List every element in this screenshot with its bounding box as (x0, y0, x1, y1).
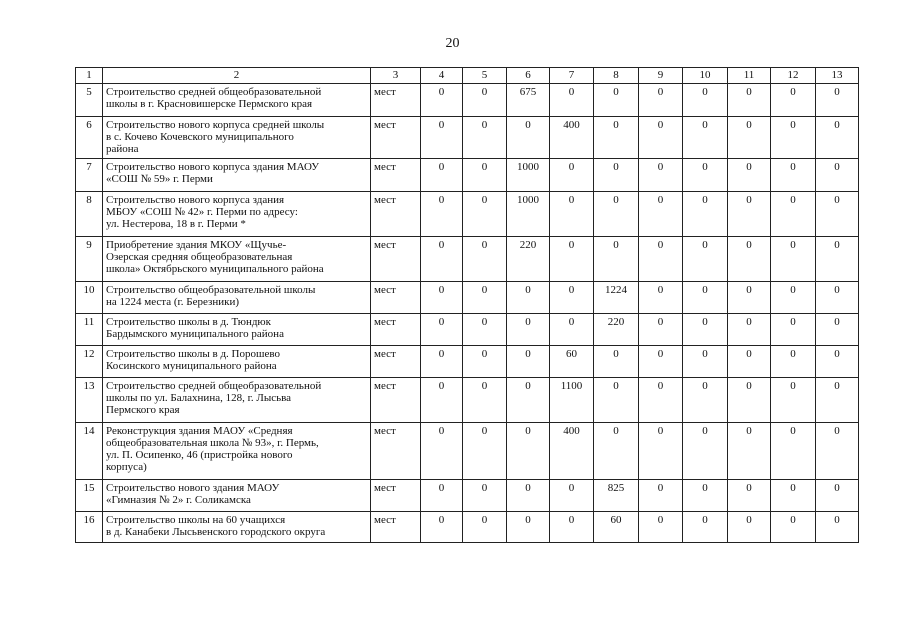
value-cell: 0 (550, 84, 594, 117)
value-cell: 0 (463, 314, 507, 346)
value-cell: 0 (507, 282, 550, 314)
value-cell: 0 (421, 346, 463, 378)
value-cell: 0 (594, 192, 639, 237)
value-cell: 0 (728, 512, 771, 543)
row-number: 9 (76, 237, 103, 282)
value-cell: 0 (463, 117, 507, 159)
project-name-line: школы в г. Красновишерске Пермского края (106, 98, 313, 110)
table-row (76, 480, 859, 512)
value-cell: 0 (594, 84, 639, 117)
value-cell: 0 (550, 512, 594, 543)
value-cell: 0 (771, 512, 816, 543)
value-cell: 1224 (594, 282, 639, 314)
value-cell: 0 (816, 423, 859, 480)
project-name-line: Строительство средней общеобразовательной (106, 86, 322, 98)
value-cell: 0 (463, 282, 507, 314)
table-row (76, 423, 859, 480)
table-header-row (76, 68, 859, 84)
value-cell: 0 (507, 117, 550, 159)
column-header: 4 (421, 68, 463, 84)
row-number: 10 (76, 282, 103, 314)
value-cell: 0 (771, 346, 816, 378)
value-cell: 0 (683, 346, 728, 378)
value-cell: 0 (639, 84, 683, 117)
value-cell: 220 (507, 237, 550, 282)
unit-cell: мест (371, 117, 421, 159)
column-header: 1 (76, 68, 103, 84)
value-cell: 675 (507, 84, 550, 117)
value-cell: 0 (728, 117, 771, 159)
value-cell: 0 (639, 378, 683, 423)
column-header: 7 (550, 68, 594, 84)
unit-cell: мест (371, 314, 421, 346)
project-name-cell (103, 512, 371, 543)
table-row (76, 282, 859, 314)
project-name-line: района (106, 143, 139, 155)
row-number: 16 (76, 512, 103, 543)
value-cell: 0 (816, 282, 859, 314)
value-cell: 0 (507, 423, 550, 480)
value-cell: 0 (550, 314, 594, 346)
value-cell: 0 (421, 378, 463, 423)
value-cell: 0 (771, 159, 816, 192)
value-cell: 0 (771, 480, 816, 512)
unit-cell: мест (371, 480, 421, 512)
project-name-line: МБОУ «СОШ № 42» г. Перми по адресу: (106, 206, 298, 218)
unit-cell: мест (371, 423, 421, 480)
value-cell: 1000 (507, 192, 550, 237)
value-cell: 0 (683, 192, 728, 237)
row-number: 14 (76, 423, 103, 480)
value-cell: 0 (771, 192, 816, 237)
value-cell: 0 (463, 192, 507, 237)
project-name-line: Строительство школы в д. Порошево (106, 348, 280, 360)
value-cell: 0 (683, 314, 728, 346)
unit-cell: мест (371, 512, 421, 543)
value-cell: 0 (683, 480, 728, 512)
value-cell: 0 (594, 346, 639, 378)
project-name-line: корпуса) (106, 461, 147, 473)
value-cell: 0 (771, 237, 816, 282)
project-name-line: Строительство общеобразовательной школы (106, 284, 316, 296)
project-name-line: на 1224 места (г. Березники) (106, 296, 240, 308)
unit-cell: мест (371, 159, 421, 192)
project-name-line: Строительство нового корпуса здания (106, 194, 285, 206)
value-cell: 0 (639, 159, 683, 192)
unit-cell: мест (371, 282, 421, 314)
value-cell: 0 (728, 314, 771, 346)
value-cell: 0 (816, 346, 859, 378)
value-cell: 0 (463, 237, 507, 282)
value-cell: 0 (421, 84, 463, 117)
value-cell: 0 (507, 480, 550, 512)
value-cell: 0 (816, 84, 859, 117)
project-name-cell (103, 314, 371, 346)
value-cell: 0 (728, 480, 771, 512)
value-cell: 0 (728, 346, 771, 378)
value-cell: 0 (683, 282, 728, 314)
column-header: 3 (371, 68, 421, 84)
value-cell: 60 (550, 346, 594, 378)
project-name-cell (103, 237, 371, 282)
value-cell: 0 (683, 84, 728, 117)
value-cell: 0 (550, 282, 594, 314)
value-cell: 0 (463, 512, 507, 543)
project-name-cell (103, 346, 371, 378)
value-cell: 0 (728, 237, 771, 282)
table-row (76, 314, 859, 346)
value-cell: 0 (463, 159, 507, 192)
project-name-line: Реконструкция здания МАОУ «Средняя (106, 425, 293, 437)
value-cell: 400 (550, 423, 594, 480)
value-cell: 0 (639, 512, 683, 543)
project-name-line: Приобретение здания МКОУ «Щучье- (106, 239, 287, 251)
value-cell: 0 (507, 378, 550, 423)
column-header: 2 (103, 68, 371, 84)
value-cell: 0 (639, 282, 683, 314)
value-cell: 0 (771, 117, 816, 159)
value-cell: 0 (421, 480, 463, 512)
value-cell: 0 (639, 117, 683, 159)
value-cell: 0 (550, 159, 594, 192)
row-number: 5 (76, 84, 103, 117)
value-cell: 1000 (507, 159, 550, 192)
value-cell: 0 (771, 423, 816, 480)
value-cell: 0 (463, 423, 507, 480)
value-cell: 0 (816, 117, 859, 159)
project-name-line: школа» Октябрьского муниципального района (106, 263, 324, 275)
value-cell: 0 (683, 159, 728, 192)
project-name-cell (103, 117, 371, 159)
row-number: 6 (76, 117, 103, 159)
table-row (76, 378, 859, 423)
unit-cell: мест (371, 237, 421, 282)
value-cell: 0 (728, 378, 771, 423)
value-cell: 0 (771, 314, 816, 346)
project-name-line: Строительство средней общеобразовательной (106, 380, 322, 392)
value-cell: 400 (550, 117, 594, 159)
column-header: 11 (728, 68, 771, 84)
row-number: 15 (76, 480, 103, 512)
project-name-line: ул. П. Осипенко, 46 (пристройка нового (106, 449, 293, 461)
value-cell: 0 (683, 237, 728, 282)
column-header: 6 (507, 68, 550, 84)
value-cell: 0 (639, 423, 683, 480)
column-header: 12 (771, 68, 816, 84)
project-name-line: Строительство нового здания МАОУ (106, 482, 280, 494)
value-cell: 0 (639, 480, 683, 512)
project-name-cell (103, 192, 371, 237)
project-name-line: Строительство школы в д. Тюндюк (106, 316, 271, 328)
project-name-cell (103, 84, 371, 117)
value-cell: 0 (683, 512, 728, 543)
value-cell: 0 (728, 282, 771, 314)
value-cell: 0 (771, 378, 816, 423)
column-header: 5 (463, 68, 507, 84)
table-row (76, 237, 859, 282)
value-cell: 825 (594, 480, 639, 512)
page-number: 20 (445, 36, 460, 51)
table-row (76, 84, 859, 117)
project-name-line: Косинского муниципального района (106, 360, 277, 372)
value-cell: 0 (421, 423, 463, 480)
value-cell: 0 (507, 512, 550, 543)
table-row (76, 117, 859, 159)
project-name-line: общеобразовательная школа № 93», г. Пермь, (106, 437, 319, 449)
project-name-line: в с. Кочево Кочевского муниципального (106, 131, 294, 143)
project-name-line: «Гимназия № 2» г. Соликамска (106, 494, 251, 506)
project-name-cell (103, 378, 371, 423)
table-row (76, 346, 859, 378)
project-name-cell (103, 423, 371, 480)
value-cell: 0 (594, 159, 639, 192)
value-cell: 0 (728, 159, 771, 192)
table-row (76, 192, 859, 237)
value-cell: 220 (594, 314, 639, 346)
unit-cell: мест (371, 84, 421, 117)
project-name-line: Бардымского муниципального района (106, 328, 284, 340)
value-cell: 0 (683, 117, 728, 159)
unit-cell: мест (371, 346, 421, 378)
value-cell: 0 (421, 159, 463, 192)
project-name-line: ул. Нестерова, 18 в г. Перми * (106, 218, 246, 230)
value-cell: 0 (421, 512, 463, 543)
value-cell: 0 (771, 282, 816, 314)
value-cell: 0 (771, 84, 816, 117)
project-name-cell (103, 159, 371, 192)
value-cell: 0 (816, 512, 859, 543)
value-cell: 0 (639, 237, 683, 282)
project-name-line: «СОШ № 59» г. Перми (106, 173, 213, 185)
column-header: 9 (639, 68, 683, 84)
value-cell: 0 (594, 117, 639, 159)
column-header: 8 (594, 68, 639, 84)
value-cell: 0 (550, 237, 594, 282)
value-cell: 0 (421, 237, 463, 282)
row-number: 7 (76, 159, 103, 192)
value-cell: 0 (421, 192, 463, 237)
row-number: 12 (76, 346, 103, 378)
project-name-line: Озерская средняя общеобразовательная (106, 251, 293, 263)
value-cell: 0 (639, 314, 683, 346)
project-name-line: в д. Канабеки Лысьвенского городского округа (106, 526, 326, 538)
value-cell: 60 (594, 512, 639, 543)
value-cell: 0 (728, 423, 771, 480)
value-cell: 0 (421, 282, 463, 314)
row-number: 11 (76, 314, 103, 346)
project-name-line: Строительство нового корпуса средней школы (106, 119, 325, 131)
value-cell: 0 (594, 423, 639, 480)
value-cell: 0 (683, 378, 728, 423)
row-number: 8 (76, 192, 103, 237)
project-name-cell (103, 480, 371, 512)
value-cell: 0 (728, 192, 771, 237)
value-cell: 0 (594, 378, 639, 423)
value-cell: 0 (639, 346, 683, 378)
value-cell: 1100 (550, 378, 594, 423)
column-header: 13 (816, 68, 859, 84)
value-cell: 0 (507, 314, 550, 346)
value-cell: 0 (421, 314, 463, 346)
table-row (76, 159, 859, 192)
value-cell: 0 (594, 237, 639, 282)
value-cell: 0 (816, 480, 859, 512)
project-name-line: Строительство школы на 60 учащихся (106, 514, 286, 526)
project-name-line: школы по ул. Балахнина, 128, г. Лысьва (106, 392, 292, 404)
value-cell: 0 (816, 378, 859, 423)
value-cell: 0 (463, 84, 507, 117)
value-cell: 0 (550, 192, 594, 237)
value-cell: 0 (728, 84, 771, 117)
value-cell: 0 (463, 480, 507, 512)
data-table (75, 67, 859, 543)
value-cell: 0 (639, 192, 683, 237)
value-cell: 0 (550, 480, 594, 512)
value-cell: 0 (816, 192, 859, 237)
value-cell: 0 (421, 117, 463, 159)
value-cell: 0 (463, 346, 507, 378)
project-name-cell (103, 282, 371, 314)
table-row (76, 512, 859, 543)
project-name-line: Пермского края (106, 404, 180, 416)
value-cell: 0 (816, 159, 859, 192)
unit-cell: мест (371, 378, 421, 423)
value-cell: 0 (816, 237, 859, 282)
table-body (76, 84, 859, 543)
project-name-line: Строительство нового корпуса здания МАОУ (106, 161, 320, 173)
column-header: 10 (683, 68, 728, 84)
value-cell: 0 (816, 314, 859, 346)
value-cell: 0 (683, 423, 728, 480)
value-cell: 0 (507, 346, 550, 378)
row-number: 13 (76, 378, 103, 423)
value-cell: 0 (463, 378, 507, 423)
unit-cell: мест (371, 192, 421, 237)
